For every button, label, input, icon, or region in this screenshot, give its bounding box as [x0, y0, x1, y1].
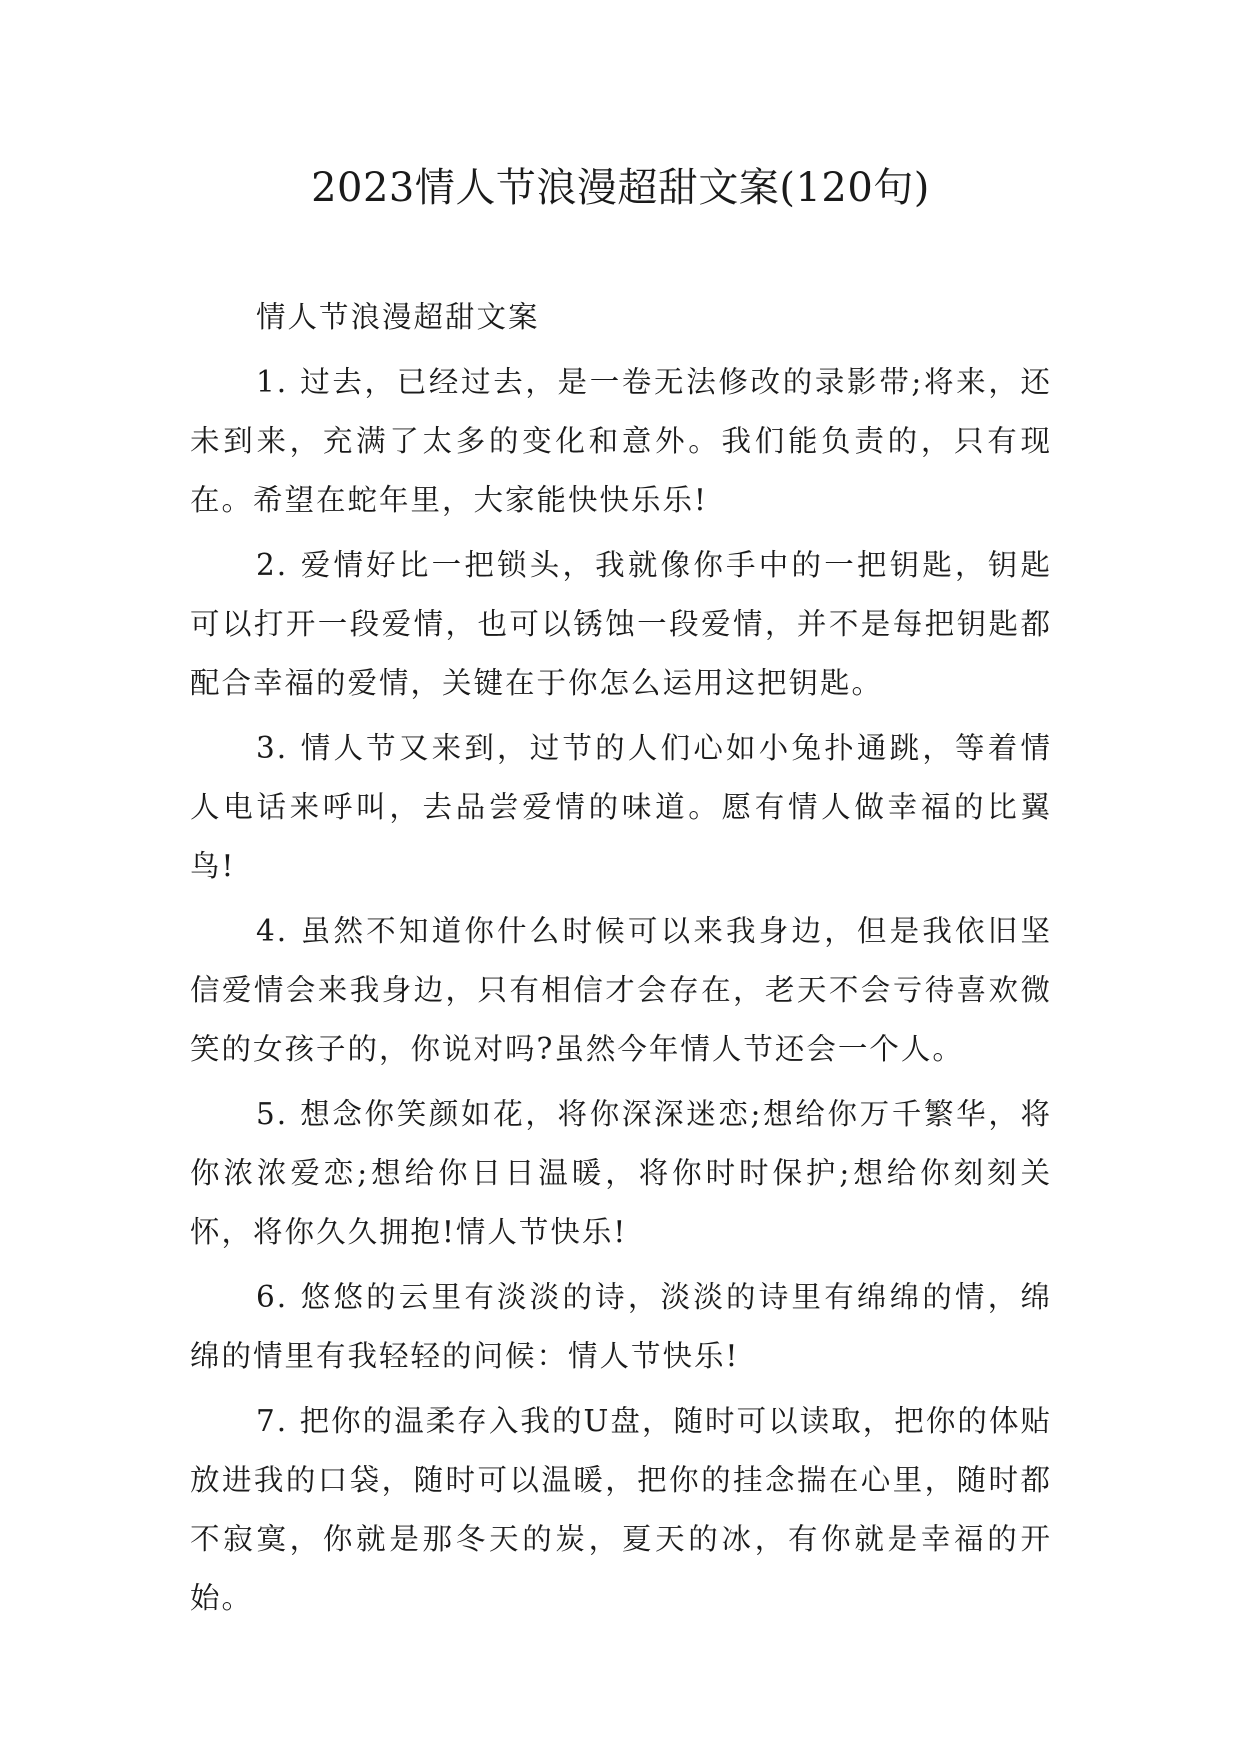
paragraph-2: 2. 爱情好比一把锁头，我就像你手中的一把钥匙，钥匙可以打开一段爱情，也可以锈蚀一段爱情，并不是每把钥匙都配合幸福的爱情，关键在于你怎么运用这把钥匙。 — [190, 548, 1052, 700]
document-body — [190, 288, 1052, 1634]
paragraph-7: 7. 把你的温柔存入我的U盘，随时可以读取，把你的体贴放进我的口袋，随时可以温暖，把你的挂念揣在心里，随时都不寂寞，你就是那冬天的炭，夏天的冰，有你就是幸福的开始。 — [190, 1404, 1052, 1615]
paragraph-3: 3. 情人节又来到，过节的人们心如小兔扑通跳，等着情人电话来呼叫，去品尝爱情的味道。愿有情人做幸福的比翼鸟! — [190, 731, 1052, 883]
section-heading: 情人节浪漫超甜文案 — [256, 300, 540, 334]
paragraph-6: 6. 悠悠的云里有淡淡的诗，淡淡的诗里有绵绵的情，绵绵的情里有我轻轻的问候：情人节快乐! — [190, 1280, 1052, 1373]
document-title: 2023情人节浪漫超甜文案(120句) — [311, 165, 930, 211]
paragraph-4: 4. 虽然不知道你什么时候可以来我身边，但是我依旧坚信爱情会来我身边，只有相信才会存在，老天不会亏待喜欢微笑的女孩子的，你说对吗?虽然今年情人节还会一个人。 — [190, 914, 1052, 1066]
paragraph-1: 1. 过去，已经过去，是一卷无法修改的录影带;将来，还未到来，充满了太多的变化和意外。我们能负责的，只有现在。希望在蛇年里，大家能快快乐乐! — [190, 365, 1052, 517]
paragraph-5: 5. 想念你笑颜如花，将你深深迷恋;想给你万千繁华，将你浓浓爱恋;想给你日日温暖，将你时时保护;想给你刻刻关怀，将你久久拥抱!情人节快乐! — [190, 1097, 1052, 1249]
